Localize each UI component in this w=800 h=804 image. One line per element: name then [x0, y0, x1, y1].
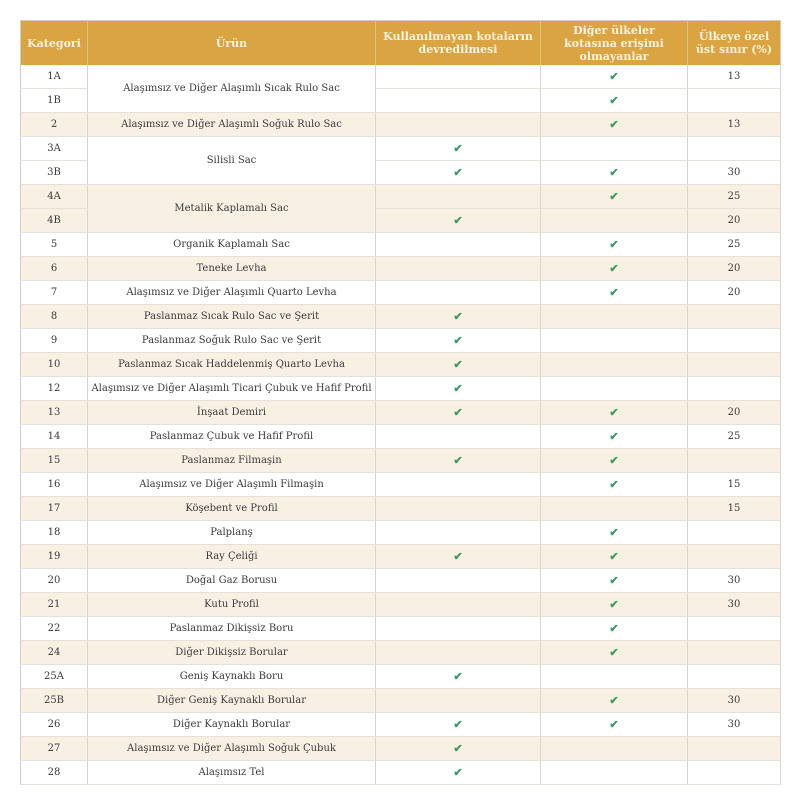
no-other-country-access-cell: [541, 689, 688, 713]
product-cell: İnşaat Demiri: [88, 401, 376, 425]
product-cell: Paslanmaz Sıcak Haddelenmiş Quarto Levha: [88, 353, 376, 377]
unused-quota-transfer-cell: [376, 545, 541, 569]
checkmark-icon: ✔: [453, 142, 463, 155]
unused-quota-transfer-cell: [376, 281, 541, 305]
header-diger: Diğer ülkeler kotasına erişimi olmayanlar: [541, 21, 688, 66]
unused-quota-transfer-cell: [376, 185, 541, 209]
checkmark-icon: ✔: [453, 550, 463, 563]
country-limit-cell: 25: [688, 425, 781, 449]
no-other-country-access-cell: [541, 761, 688, 785]
table-row: [21, 305, 781, 329]
table-row: [21, 281, 781, 305]
checkmark-icon: ✔: [609, 694, 619, 707]
category-cell: 10: [21, 353, 88, 377]
country-limit-cell: 20: [688, 401, 781, 425]
category-cell: 13: [21, 401, 88, 425]
category-cell: 1A: [21, 65, 88, 89]
product-cell: Doğal Gaz Borusu: [88, 569, 376, 593]
checkmark-icon: ✔: [453, 166, 463, 179]
category-cell: 5: [21, 233, 88, 257]
country-limit-cell: 15: [688, 497, 781, 521]
unused-quota-transfer-cell: [376, 713, 541, 737]
header-kullanilmayan: Kullanılmayan kotaların devredilmesi: [376, 21, 541, 66]
category-cell: 27: [21, 737, 88, 761]
product-cell: Palplanş: [88, 521, 376, 545]
table-row: [21, 665, 781, 689]
country-limit-cell: [688, 329, 781, 353]
product-cell: Geniş Kaynaklı Boru: [88, 665, 376, 689]
category-cell: 2: [21, 113, 88, 137]
checkmark-icon: ✔: [453, 670, 463, 683]
header-row: [21, 21, 781, 66]
category-cell: 14: [21, 425, 88, 449]
country-limit-cell: [688, 761, 781, 785]
checkmark-icon: ✔: [609, 118, 619, 131]
country-limit-cell: 20: [688, 257, 781, 281]
no-other-country-access-cell: [541, 569, 688, 593]
no-other-country-access-cell: [541, 377, 688, 401]
table-row: [21, 65, 781, 89]
checkmark-icon: ✔: [609, 94, 619, 107]
no-other-country-access-cell: [541, 497, 688, 521]
product-cell: Paslanmaz Filmaşin: [88, 449, 376, 473]
product-cell: Silisli Sac: [88, 137, 376, 185]
category-cell: 4B: [21, 209, 88, 233]
country-limit-cell: 13: [688, 113, 781, 137]
checkmark-icon: ✔: [609, 598, 619, 611]
table-row: [21, 689, 781, 713]
product-cell: Alaşımsız ve Diğer Alaşımlı Quarto Levha: [88, 281, 376, 305]
product-cell: Kutu Profil: [88, 593, 376, 617]
country-limit-cell: 13: [688, 65, 781, 89]
country-limit-cell: 20: [688, 281, 781, 305]
product-cell: Alaşımsız ve Diğer Alaşımlı Ticari Çubuk ve Hafif Profil: [88, 377, 376, 401]
unused-quota-transfer-cell: [376, 449, 541, 473]
country-limit-cell: 20: [688, 209, 781, 233]
checkmark-icon: ✔: [609, 70, 619, 83]
checkmark-icon: ✔: [609, 574, 619, 587]
checkmark-icon: ✔: [453, 454, 463, 467]
unused-quota-transfer-cell: [376, 257, 541, 281]
checkmark-icon: ✔: [609, 718, 619, 731]
unused-quota-transfer-cell: [376, 569, 541, 593]
table-row: [21, 473, 781, 497]
no-other-country-access-cell: [541, 137, 688, 161]
table-row: [21, 569, 781, 593]
checkmark-icon: ✔: [609, 286, 619, 299]
unused-quota-transfer-cell: [376, 209, 541, 233]
checkmark-icon: ✔: [609, 430, 619, 443]
header-ulkeye: Ülkeye özel üst sınır (%): [688, 21, 781, 66]
category-cell: 15: [21, 449, 88, 473]
no-other-country-access-cell: [541, 593, 688, 617]
checkmark-icon: ✔: [609, 190, 619, 203]
unused-quota-transfer-cell: [376, 65, 541, 89]
category-cell: 22: [21, 617, 88, 641]
header-kategori: Kategori: [21, 21, 88, 66]
unused-quota-transfer-cell: [376, 233, 541, 257]
table-body: [21, 65, 781, 785]
category-cell: 16: [21, 473, 88, 497]
table-row: [21, 521, 781, 545]
unused-quota-transfer-cell: [376, 113, 541, 137]
no-other-country-access-cell: [541, 545, 688, 569]
product-cell: Alaşımsız ve Diğer Alaşımlı Sıcak Rulo Sac: [88, 65, 376, 113]
unused-quota-transfer-cell: [376, 665, 541, 689]
product-cell: Köşebent ve Profil: [88, 497, 376, 521]
no-other-country-access-cell: [541, 257, 688, 281]
checkmark-icon: ✔: [453, 310, 463, 323]
no-other-country-access-cell: [541, 329, 688, 353]
table-row: [21, 257, 781, 281]
country-limit-cell: [688, 617, 781, 641]
no-other-country-access-cell: [541, 305, 688, 329]
category-cell: 6: [21, 257, 88, 281]
category-cell: 21: [21, 593, 88, 617]
category-cell: 3A: [21, 137, 88, 161]
product-cell: Alaşımsız ve Diğer Alaşımlı Filmaşin: [88, 473, 376, 497]
checkmark-icon: ✔: [453, 334, 463, 347]
no-other-country-access-cell: [541, 353, 688, 377]
country-limit-cell: [688, 665, 781, 689]
category-cell: 28: [21, 761, 88, 785]
no-other-country-access-cell: [541, 113, 688, 137]
country-limit-cell: 30: [688, 689, 781, 713]
unused-quota-transfer-cell: [376, 473, 541, 497]
unused-quota-transfer-cell: [376, 425, 541, 449]
no-other-country-access-cell: [541, 521, 688, 545]
unused-quota-transfer-cell: [376, 305, 541, 329]
country-limit-cell: 25: [688, 185, 781, 209]
unused-quota-transfer-cell: [376, 161, 541, 185]
country-limit-cell: [688, 449, 781, 473]
no-other-country-access-cell: [541, 281, 688, 305]
checkmark-icon: ✔: [453, 382, 463, 395]
country-limit-cell: [688, 737, 781, 761]
checkmark-icon: ✔: [453, 718, 463, 731]
table-row: [21, 449, 781, 473]
category-cell: 25B: [21, 689, 88, 713]
country-limit-cell: [688, 353, 781, 377]
table-row: [21, 761, 781, 785]
product-cell: Paslanmaz Soğuk Rulo Sac ve Şerit: [88, 329, 376, 353]
product-cell: Alaşımsız ve Diğer Alaşımlı Soğuk Rulo Sac: [88, 113, 376, 137]
unused-quota-transfer-cell: [376, 689, 541, 713]
quota-table: [20, 20, 781, 785]
no-other-country-access-cell: [541, 161, 688, 185]
country-limit-cell: 30: [688, 569, 781, 593]
product-cell: Paslanmaz Çubuk ve Hafif Profil: [88, 425, 376, 449]
unused-quota-transfer-cell: [376, 89, 541, 113]
checkmark-icon: ✔: [453, 214, 463, 227]
table-row: [21, 137, 781, 161]
checkmark-icon: ✔: [453, 766, 463, 779]
category-cell: 19: [21, 545, 88, 569]
table-row: [21, 497, 781, 521]
table-row: [21, 713, 781, 737]
no-other-country-access-cell: [541, 473, 688, 497]
table-row: [21, 233, 781, 257]
country-limit-cell: [688, 545, 781, 569]
checkmark-icon: ✔: [609, 526, 619, 539]
unused-quota-transfer-cell: [376, 401, 541, 425]
product-cell: Paslanmaz Dikişsiz Boru: [88, 617, 376, 641]
country-limit-cell: [688, 137, 781, 161]
product-cell: Paslanmaz Sıcak Rulo Sac ve Şerit: [88, 305, 376, 329]
unused-quota-transfer-cell: [376, 641, 541, 665]
category-cell: 25A: [21, 665, 88, 689]
unused-quota-transfer-cell: [376, 137, 541, 161]
product-cell: Diğer Kaynaklı Borular: [88, 713, 376, 737]
table-row: [21, 401, 781, 425]
product-cell: Organik Kaplamalı Sac: [88, 233, 376, 257]
country-limit-cell: [688, 377, 781, 401]
unused-quota-transfer-cell: [376, 497, 541, 521]
table-row: [21, 737, 781, 761]
table-row: [21, 377, 781, 401]
product-cell: Teneke Levha: [88, 257, 376, 281]
unused-quota-transfer-cell: [376, 593, 541, 617]
checkmark-icon: ✔: [453, 358, 463, 371]
category-cell: 8: [21, 305, 88, 329]
no-other-country-access-cell: [541, 233, 688, 257]
no-other-country-access-cell: [541, 737, 688, 761]
category-cell: 24: [21, 641, 88, 665]
checkmark-icon: ✔: [609, 478, 619, 491]
table-row: [21, 353, 781, 377]
category-cell: 12: [21, 377, 88, 401]
checkmark-icon: ✔: [609, 646, 619, 659]
table-row: [21, 185, 781, 209]
category-cell: 20: [21, 569, 88, 593]
no-other-country-access-cell: [541, 401, 688, 425]
no-other-country-access-cell: [541, 449, 688, 473]
category-cell: 7: [21, 281, 88, 305]
unused-quota-transfer-cell: [376, 377, 541, 401]
no-other-country-access-cell: [541, 713, 688, 737]
product-cell: Diğer Geniş Kaynaklı Borular: [88, 689, 376, 713]
no-other-country-access-cell: [541, 425, 688, 449]
category-cell: 17: [21, 497, 88, 521]
checkmark-icon: ✔: [453, 406, 463, 419]
category-cell: 26: [21, 713, 88, 737]
unused-quota-transfer-cell: [376, 329, 541, 353]
table-row: [21, 113, 781, 137]
checkmark-icon: ✔: [609, 406, 619, 419]
checkmark-icon: ✔: [609, 454, 619, 467]
country-limit-cell: 15: [688, 473, 781, 497]
country-limit-cell: 25: [688, 233, 781, 257]
country-limit-cell: [688, 641, 781, 665]
unused-quota-transfer-cell: [376, 353, 541, 377]
country-limit-cell: 30: [688, 161, 781, 185]
no-other-country-access-cell: [541, 617, 688, 641]
product-cell: Metalik Kaplamalı Sac: [88, 185, 376, 233]
table-row: [21, 593, 781, 617]
product-cell: Alaşımsız Tel: [88, 761, 376, 785]
product-cell: Ray Çeliği: [88, 545, 376, 569]
category-cell: 3B: [21, 161, 88, 185]
category-cell: 1B: [21, 89, 88, 113]
country-limit-cell: 30: [688, 593, 781, 617]
category-cell: 18: [21, 521, 88, 545]
unused-quota-transfer-cell: [376, 761, 541, 785]
no-other-country-access-cell: [541, 89, 688, 113]
table-row: [21, 425, 781, 449]
country-limit-cell: 30: [688, 713, 781, 737]
table-row: [21, 545, 781, 569]
category-cell: 4A: [21, 185, 88, 209]
no-other-country-access-cell: [541, 65, 688, 89]
no-other-country-access-cell: [541, 185, 688, 209]
table-row: [21, 329, 781, 353]
header-urun: Ürün: [88, 21, 376, 66]
no-other-country-access-cell: [541, 209, 688, 233]
unused-quota-transfer-cell: [376, 617, 541, 641]
product-cell: Diğer Dikişsiz Borular: [88, 641, 376, 665]
unused-quota-transfer-cell: [376, 521, 541, 545]
checkmark-icon: ✔: [609, 238, 619, 251]
country-limit-cell: [688, 521, 781, 545]
checkmark-icon: ✔: [609, 550, 619, 563]
checkmark-icon: ✔: [609, 166, 619, 179]
category-cell: 9: [21, 329, 88, 353]
checkmark-icon: ✔: [609, 622, 619, 635]
checkmark-icon: ✔: [453, 742, 463, 755]
no-other-country-access-cell: [541, 665, 688, 689]
product-cell: Alaşımsız ve Diğer Alaşımlı Soğuk Çubuk: [88, 737, 376, 761]
checkmark-icon: ✔: [609, 262, 619, 275]
unused-quota-transfer-cell: [376, 737, 541, 761]
country-limit-cell: [688, 89, 781, 113]
table-row: [21, 641, 781, 665]
no-other-country-access-cell: [541, 641, 688, 665]
country-limit-cell: [688, 305, 781, 329]
table-row: [21, 617, 781, 641]
